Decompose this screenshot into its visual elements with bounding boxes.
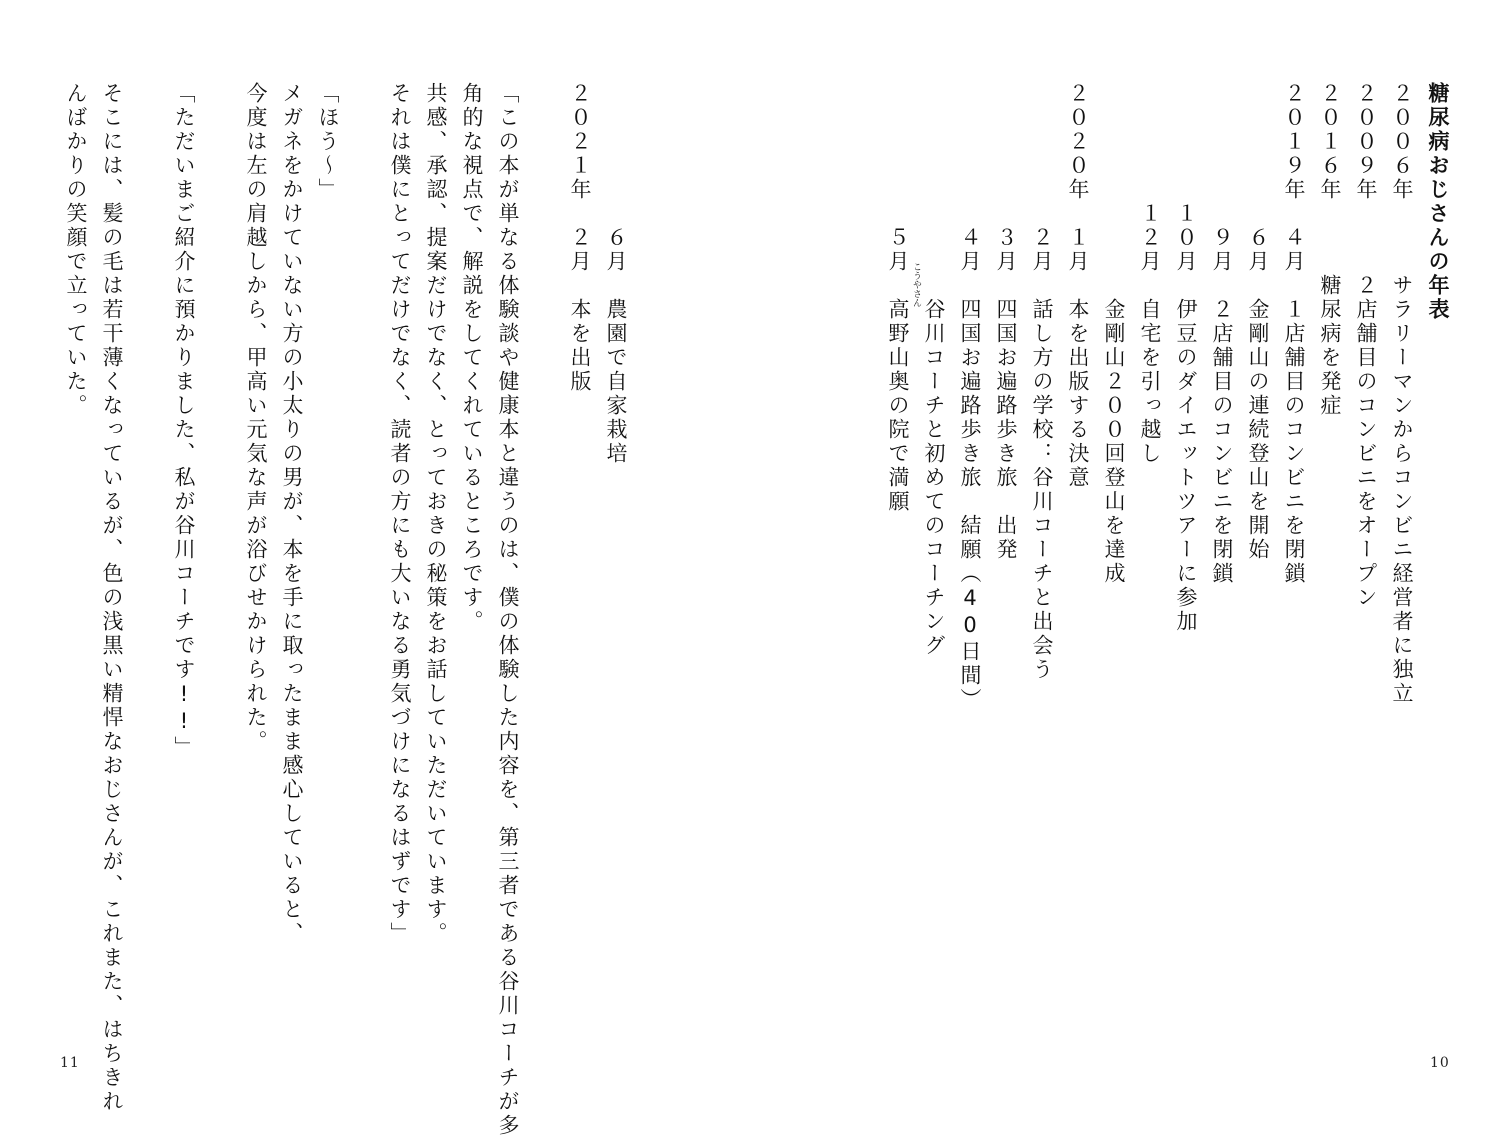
paragraph-line: そこには、髪の毛は若干薄くなっているが、色の浅黒い精悍なおじさんが、これまた、はちきれ [100, 82, 124, 1114]
timeline-line: ３月 四国お遍路歩き旅 出発 [994, 82, 1018, 562]
timeline-line: ２月 話し方の学校：谷川コーチと出会う [1030, 82, 1054, 682]
timeline-line: ２００９年 ２店舗目のコンビニをオープン [1354, 82, 1378, 610]
timeline-line: ４月 四国お遍路歩き旅 結願（40日間） [958, 82, 982, 712]
timeline-line: 谷川コーチと初めてのコーチング [922, 82, 946, 658]
timeline-line: ６月 農園で自家栽培 [604, 82, 628, 466]
paragraph-line: 共感、承認、提案だけでなく、とっておきの秘策をお話していただいています。 [424, 82, 448, 946]
paragraph-line: 今度は左の肩越しから、甲高い元気な声が浴びせかけられた。 [244, 82, 268, 754]
timeline-line: ２０２０年 １月 本を出版する決意 [1066, 82, 1090, 490]
paragraph-line: んばかりの笑顔で立っていた。 [64, 82, 88, 418]
timeline-line: ２０１６年 糖尿病を発症 [1318, 82, 1342, 418]
page-number-right: 10 [1430, 1055, 1450, 1071]
timeline-line: 金剛山２００回登山を達成 [1102, 82, 1126, 586]
timeline-line: ５月 高野山奥の院で満願 [886, 82, 910, 514]
ruby-annotation: こうやさん [911, 262, 921, 307]
paragraph-line: 「ほう～」 [316, 82, 340, 202]
timeline-line: １２月 自宅を引っ越し [1138, 82, 1162, 466]
paragraph-line: メガネをかけていない方の小太りの男が、本を手に取ったまま感心していると、 [280, 82, 304, 946]
paragraph-line: 角的な視点で、解説をしてくれているところです。 [460, 82, 484, 634]
timeline-line: ９月 ２店舗目のコンビニを閉鎖 [1210, 82, 1234, 586]
timeline-line: １０月 伊豆のダイエットツアーに参加 [1174, 82, 1198, 634]
page-number-left: 11 [60, 1055, 80, 1071]
timeline-line: ６月 金剛山の連続登山を開始 [1246, 82, 1270, 562]
timeline-line: ２０１９年 ４月 １店舗目のコンビニを閉鎖 [1282, 82, 1306, 586]
timeline-title: 糖尿病おじさんの年表 [1426, 82, 1450, 322]
paragraph-line: 「この本が単なる体験談や健康本と違うのは、僕の体験した内容を、第三者である谷川コーチが多 [496, 82, 520, 1138]
paragraph-line: それは僕にとってだけでなく、読者の方にも大いなる勇気づけになるはずです」 [388, 82, 412, 946]
paragraph-line: 「ただいまご紹介に預かりました、私が谷川コーチです!!」 [172, 82, 196, 760]
timeline-line: ２００６年 サラリーマンからコンビニ経営者に独立 [1390, 82, 1414, 706]
timeline-line: ２０２１年 ２月 本を出版 [568, 82, 592, 394]
